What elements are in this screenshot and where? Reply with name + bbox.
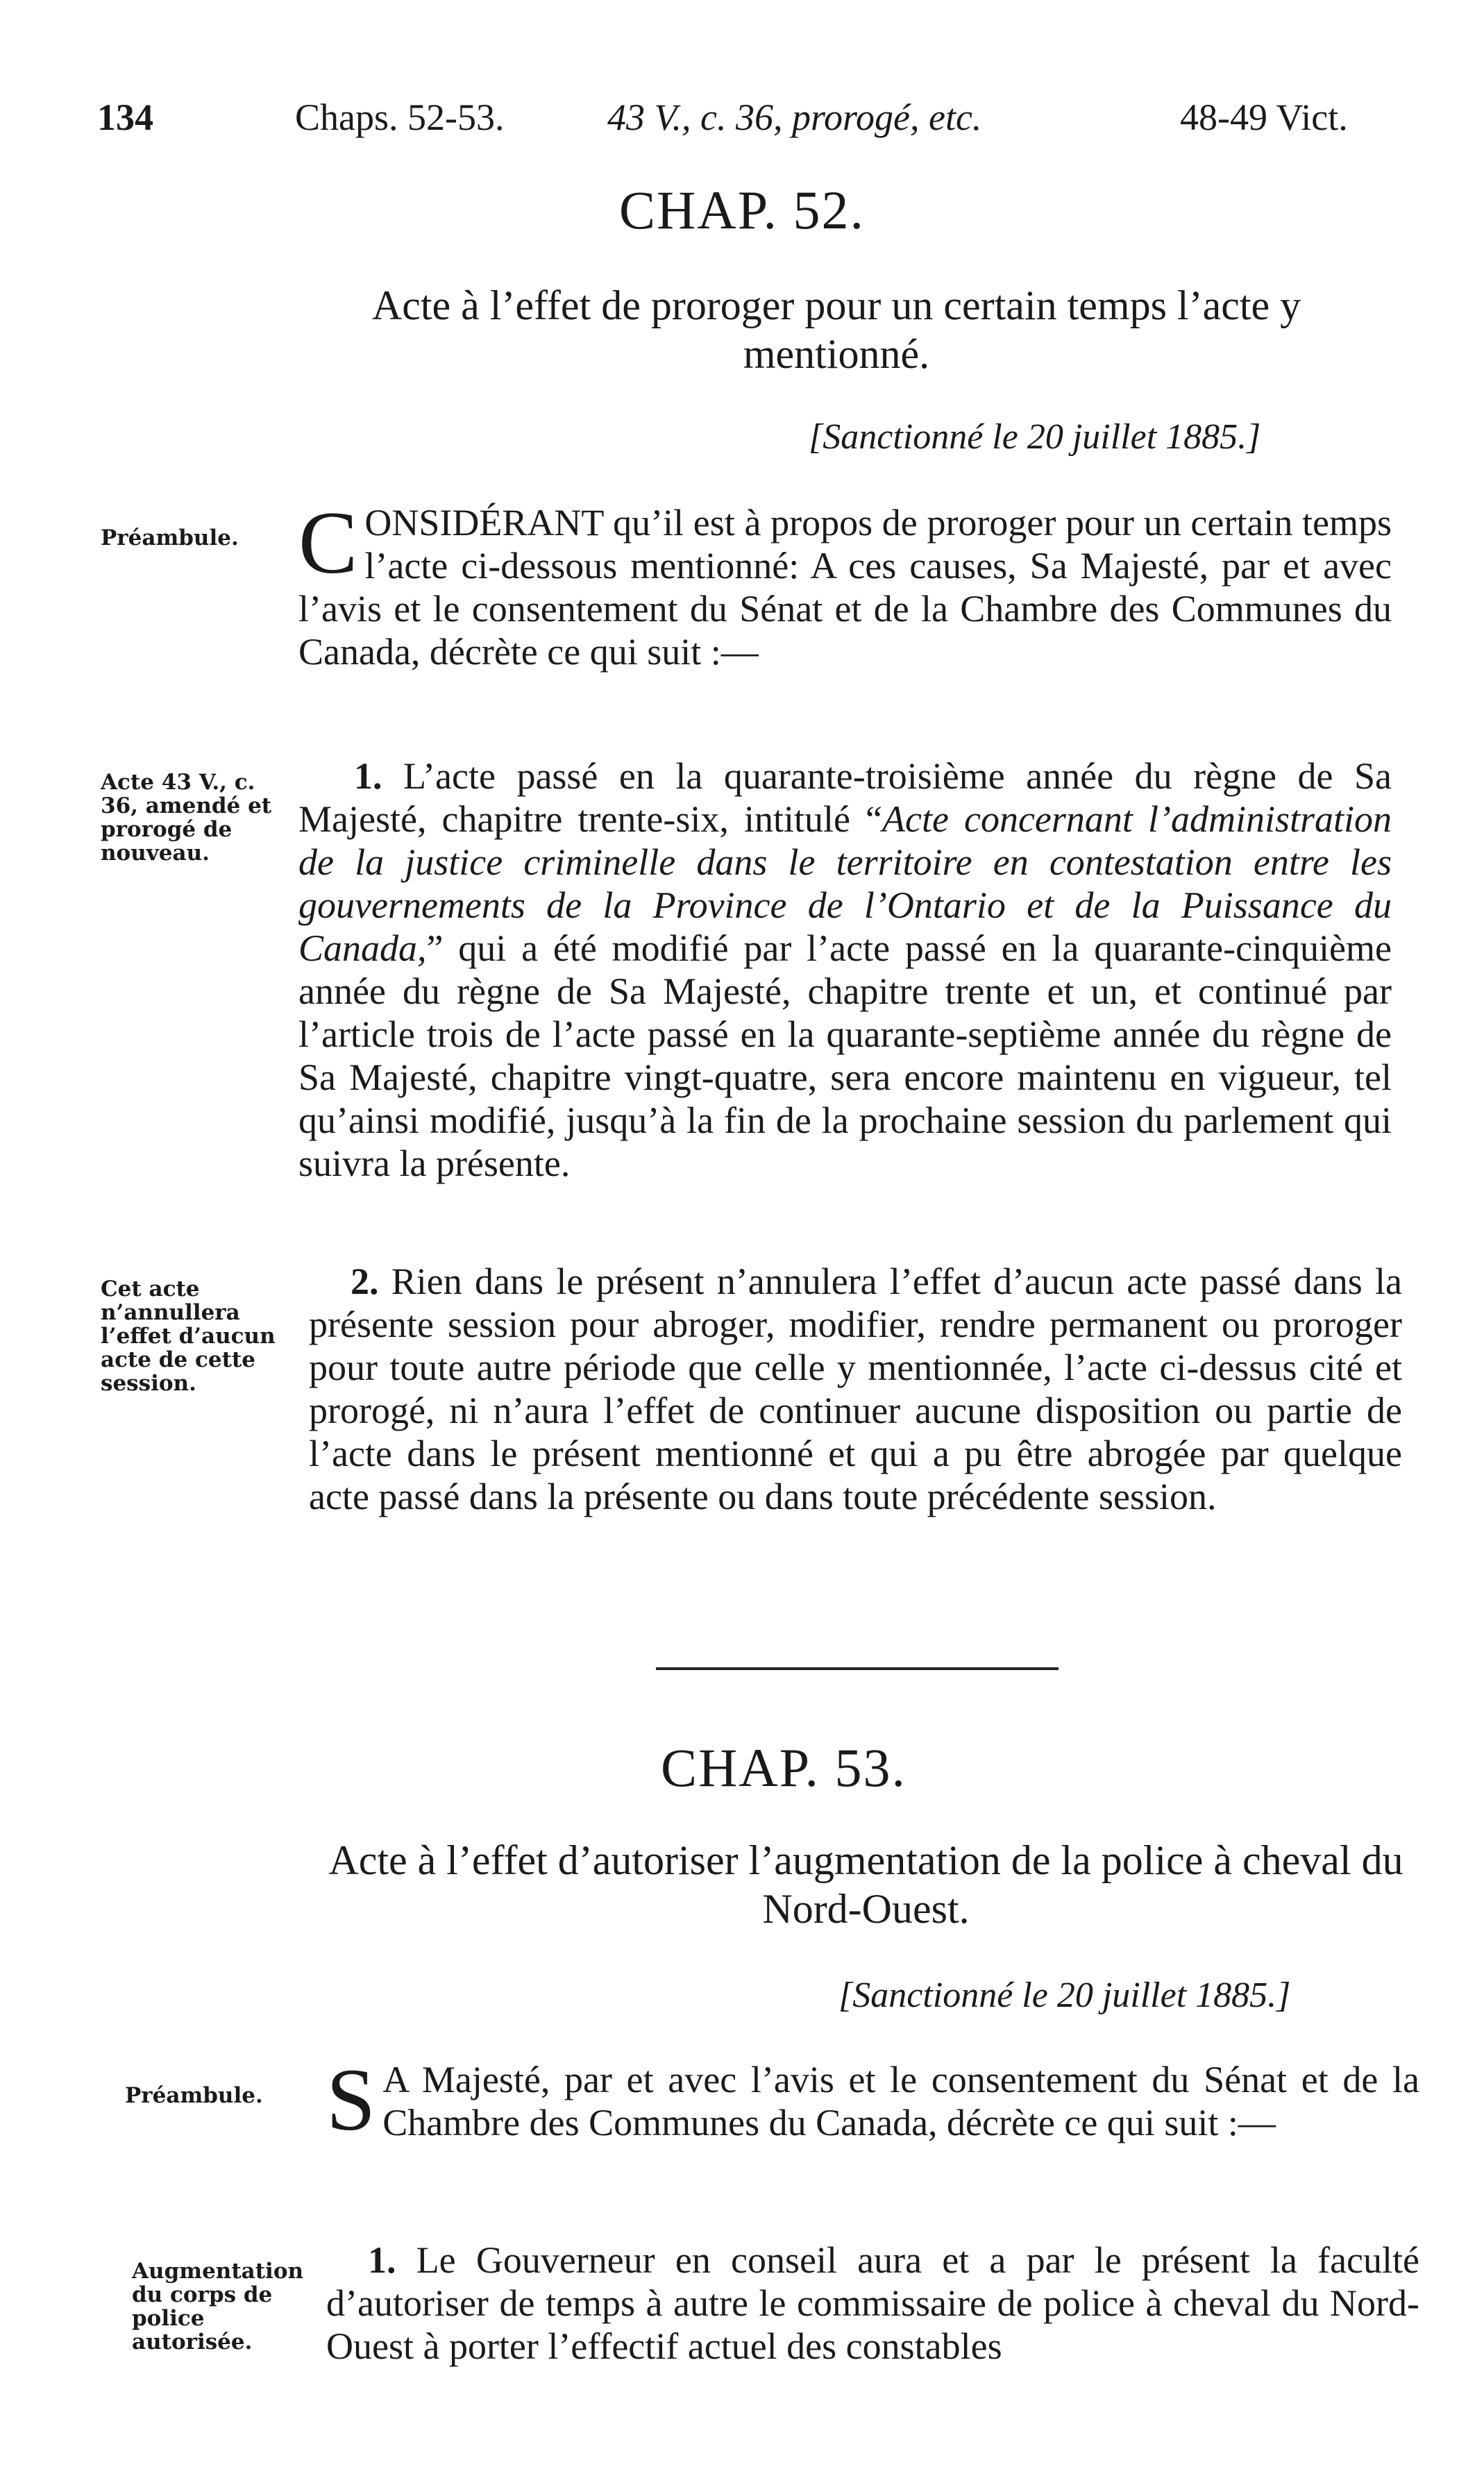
dropcap-c: C [298, 494, 358, 592]
section-1-52-text-a: L’acte passé en la quarante-troisième année du règne de Sa Majesté, chapitre trente-six, intitulé “ [298, 755, 1392, 840]
chapter-52-title: CHAP. 52. [619, 180, 865, 240]
section-1-52-act-title: Acte concernant l’administration de la justice criminelle dans le territoire en contestation entre les gouvernements de la Province de l’Ontario et de la Puissance du Canada, [298, 798, 1392, 969]
running-header [0, 96, 1484, 158]
section-1-53-number: 1. [368, 2239, 396, 2281]
chapter-52-section-1 [298, 755, 1392, 1185]
margin-note-section-1-53: Augmentation du corps de police autorisée. [132, 2259, 304, 2355]
margin-note-section-2-52: Cet acte n’annullera l’effet d’aucun acte de cette session. [101, 1277, 276, 1396]
preamble-53-text: A Majesté, par et avec l’avis et le consentement du Sénat et de la Chambre des Communes du Canada, décrète ce qui suit :— [382, 2059, 1419, 2143]
chapter-52-sanction: [Sanctionné le 20 juillet 1885.] [809, 417, 1261, 457]
section-1-52-text-b: ” qui a été modifié par l’acte passé en la quarante-cinquième année du règne de Sa Majesté, chapitre trente et un, et continué par l’article trois de l’acte passé en la quarante-septième année du règne de Sa Majesté, chapitre vingt-quatre, sera encore maintenu en vigueur, tel qu’ainsi modifié, jusqu’à la fin de la prochaine session du parlement qui suivra la présente. [298, 927, 1392, 1184]
margin-note-section-1-52: Acte 43 V., c. 36, amendé et prorogé de nouveau. [101, 770, 272, 866]
chapter-53-preamble [326, 2050, 1419, 2149]
chapter-separator-rule [656, 1667, 1059, 1670]
chapter-52-preamble [298, 494, 1392, 673]
preamble-52-text: ONSIDÉRANT qu’il est à propos de proroger pour un certain temps l’acte ci-dessous mentionné: A ces causes, Sa Majesté, par et avec l’avis et le consentement du Sénat et de la Chambre des Communes du Canada, décrète ce qui suit :— [298, 502, 1392, 673]
section-2-52-number: 2. [351, 1261, 379, 1302]
section-1-52-number: 1. [354, 755, 382, 797]
chapter-52-description: Acte à l’effet de proroger pour un certain temps l’acte y mentionné. [371, 283, 1301, 377]
section-2-52-text: Rien dans le présent n’annulera l’effet d’aucun acte passé dans la présente session pour abroger, modifier, rendre permanent ou proroger pour toute autre période que celle y mentionnée, l’acte ci-dessus cité et prorogé, ni n’aura l’effet de continuer aucune disposition ou partie de l’acte dans le présent mentionné et qui a pu être abrogée par quelque acte passé dans la présente ou dans toute précédente session. [309, 1261, 1402, 1517]
chapter-53-sanction: [Sanctionné le 20 juillet 1885.] [838, 1976, 1291, 2015]
margin-note-preamble-52: Préambule. [101, 525, 239, 550]
chapter-53-description: Acte à l’effet d’autoriser l’augmentation de la police à cheval du Nord-Ouest. [328, 1837, 1403, 1932]
header-regnal-year: 48-49 Vict. [1180, 96, 1348, 138]
page-number: 134 [97, 96, 153, 138]
margin-note-preamble-53: Préambule. [125, 2083, 263, 2108]
header-reference: 43 V., c. 36, prorogé, etc. [607, 96, 982, 138]
header-chapters: Chaps. 52-53. [295, 96, 505, 138]
chapter-52-section-2 [309, 1260, 1402, 1518]
dropcap-s: S [326, 2050, 376, 2149]
section-1-53-text: Le Gouverneur en conseil aura et a par le présent la faculté d’autoriser de temps à autre le commissaire de police à cheval du Nord-Ouest à porter l’effectif actuel des constables [326, 2239, 1419, 2367]
chapter-53-section-1 [326, 2239, 1419, 2368]
chapter-53-title: CHAP. 53. [661, 1737, 907, 1798]
